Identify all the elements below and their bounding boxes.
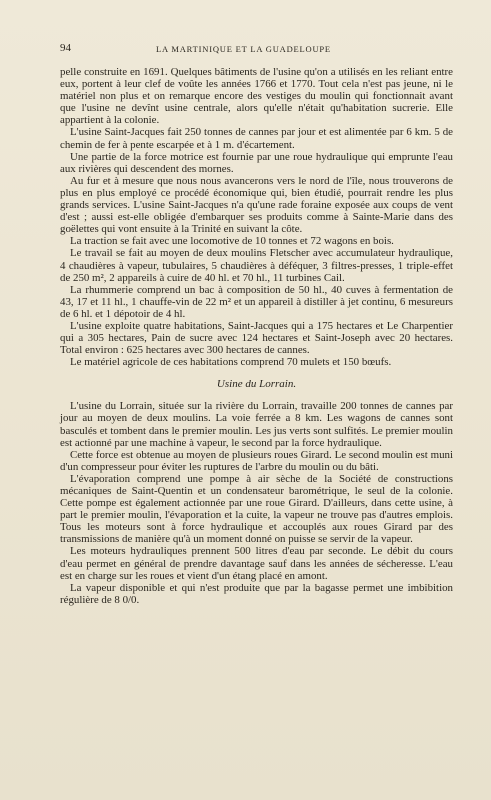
paragraph: pelle construite en 1691. Quelques bâtiments de l'usine qu'on a utilisés en les reliant entre eux, portent à leur clef de voûte les années 1766 et 1770. Tout cela n'est pas jeune, ni le matériel non plus et on remarque encore des vestiges du moulin qui fonctionnait avant que l'usine ne devînt usine centrale, alors qu'elle n'était qu'habitation sucrerie. Elle appartient à la colonie. [60, 66, 453, 127]
paragraph: L'usine Saint-Jacques fait 250 tonnes de cannes par jour et est alimentée par 6 km. 5 de chemin de fer à pente escarpée et à 1 m. d'écartement. [60, 126, 453, 151]
paragraph: Le travail se fait au moyen de deux moulins Fletscher avec accumulateur hydraulique, 4 chaudières à vapeur, tubulaires, 5 chaudières à déféquer, 3 filtres-presses, 1 triple-effet de 250 m², 2 appareils à cuire de 40 hl. et 70 hl., 11 turbines Cail. [60, 247, 453, 284]
paragraph: Les moteurs hydrauliques prennent 500 litres d'eau par seconde. Le débit du cours d'eau permet en général de prendre davantage sauf dans les années de sécheresse. L'eau est en charge sur les roues et vient d'un étang placé en amont. [60, 545, 453, 582]
paragraph: La traction se fait avec une locomotive de 10 tonnes et 72 wagons en bois. [70, 235, 394, 248]
paragraph: L'usine exploite quatre habitations, Saint-Jacques qui a 175 hectares et Le Charpentier qui a 305 hectares, Pain de sucre avec 124 hectares et Saint-Joseph avec 20 hectares. Total environ : 625 hectares avec 300 hectares de cannes. [60, 319, 453, 357]
page-number: 94 [60, 42, 71, 54]
running-head [60, 38, 453, 58]
paragraph: Au fur et à mesure que nous nous avancerons vers le nord de l'île, nous trouverons de plus en plus employé ce procédé économique qui, bien étudié, pourrait rendre les plus grands services. L'usine Saint-Jacques n'a qu'une rade foraine exposée aux coups de vent d'est ; aussi est-elle obligée d'embarquer ses produits comme à Sainte-Marie dans des goëlettes qui vont ensuite à la Trinité en suivant la côte. [60, 174, 453, 236]
paragraph: L'évaporation comprend une pompe à air sèche de la Société de constructions mécaniques de Saint-Quentin et un condensateur barométrique, le seul de la colonie. Cette pompe est également actionnée par une roue Girard. D'ailleurs, dans cette usine, à part le premier moulin, l'évaporation et la cuite, la vapeur ne trouve pas d'autres emplois. Tous les moteurs sont à force hydraulique et accouplés aux roues Girard par des transmissions de manière qu'à un moment donné on puisse se servir de la vapeur. [60, 472, 453, 546]
paragraph: L'usine du Lorrain, située sur la rivière du Lorrain, travaille 200 tonnes de cannes par jour au moyen de deux moulins. La voie ferrée a 8 km. Les wagons de cannes sont basculés et tombent dans le premier moulin. Les jus verts sont sulfités. Le premier moulin est actionné par une machine à vapeur, le second par la force hydraulique. [60, 400, 453, 449]
paragraph: Une partie de la force motrice est fournie par une roue hydraulique qui emprunte l'eau aux rivières qui descendent des mornes. [60, 150, 453, 175]
paragraph: La rhummerie comprend un bac à composition de 50 hl., 40 cuves à fermentation de 43, 17 et 11 hl., 1 chauffe-vin de 22 m² et un appareil à distiller à jet continu, 6 mesureurs de 6 hl. et 1 dépotoir de 4 hl. [60, 283, 453, 320]
body-text [60, 66, 453, 606]
paragraph: Le matériel agricole de ces habitations comprend 70 mulets et 150 bœufs. [70, 356, 392, 369]
paragraph: Cette force est obtenue au moyen de plusieurs roues Girard. Le second moulin est muni d'un compresseur pour éviter les ruptures de l'arbre du moulin ou du bâti. [60, 448, 453, 473]
paragraph: La vapeur disponible et qui n'est produite que par la bagasse permet une imbibition régulière de 8 0/0. [60, 581, 453, 606]
running-title: LA MARTINIQUE ET LA GUADELOUPE [156, 44, 331, 54]
section-heading: Usine du Lorrain. [216, 378, 297, 391]
